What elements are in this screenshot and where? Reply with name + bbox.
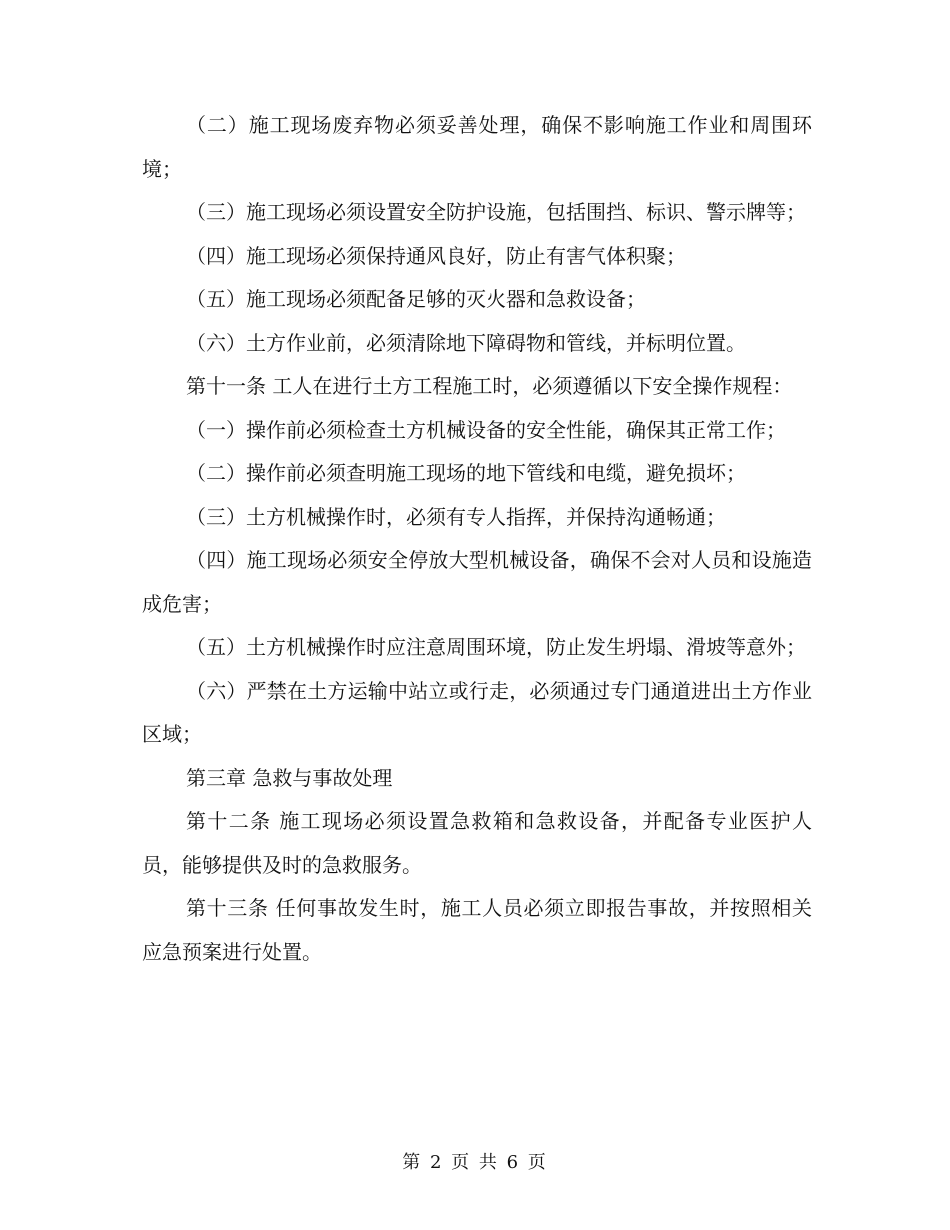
chapter-3-heading: 第三章 急救与事故处理 <box>186 765 393 790</box>
article-12: 第十二条 施工现场必须设置急救箱和急救设备，并配备专业医护人员，能够提供及时的急救服务。 <box>142 809 812 877</box>
paragraph-2: （三）施工现场必须设置安全防护设施，包括围挡、标识、警示牌等； <box>186 200 806 224</box>
paragraph-12: （六）严禁在土方运输中站立或行走，必须通过专门通道进出土方作业区域； <box>142 678 812 746</box>
paragraph-3: （四）施工现场必须保持通风良好，防止有害气体积聚； <box>186 243 686 268</box>
paragraph-8: （二）操作前必须查明施工现场的地下管线和电缆，避免损坏； <box>186 461 746 485</box>
paragraph-7: （一）操作前必须检查土方机械设备的安全性能，确保其正常工作； <box>186 417 786 442</box>
article-13: 第十三条 任何事故发生时，施工人员必须立即报告事故，并按照相关应急预案进行处置。 <box>142 896 812 964</box>
paragraph-10: （四）施工现场必须安全停放大型机械设备，确保不会对人员和设施造成危害； <box>142 548 812 616</box>
paragraph-1: （二）施工现场废弃物必须妥善处理，确保不影响施工作业和周围环境； <box>142 113 812 181</box>
paragraph-4: （五）施工现场必须配备足够的灭火器和急救设备； <box>186 287 646 311</box>
paragraph-9: （三）土方机械操作时，必须有专人指挥，并保持沟通畅通； <box>186 504 726 529</box>
paragraph-5: （六）土方作业前，必须清除地下障碍物和管线，并标明位置。 <box>186 330 746 355</box>
document-body <box>142 104 812 974</box>
page-footer: 第 2 页 共 6 页 <box>402 1152 548 1173</box>
article-11-heading: 第十一条 工人在进行土方工程施工时，必须遵循以下安全操作规程： <box>186 374 793 398</box>
paragraph-11: （五）土方机械操作时应注意周围环境，防止发生坍塌、滑坡等意外； <box>186 635 806 659</box>
